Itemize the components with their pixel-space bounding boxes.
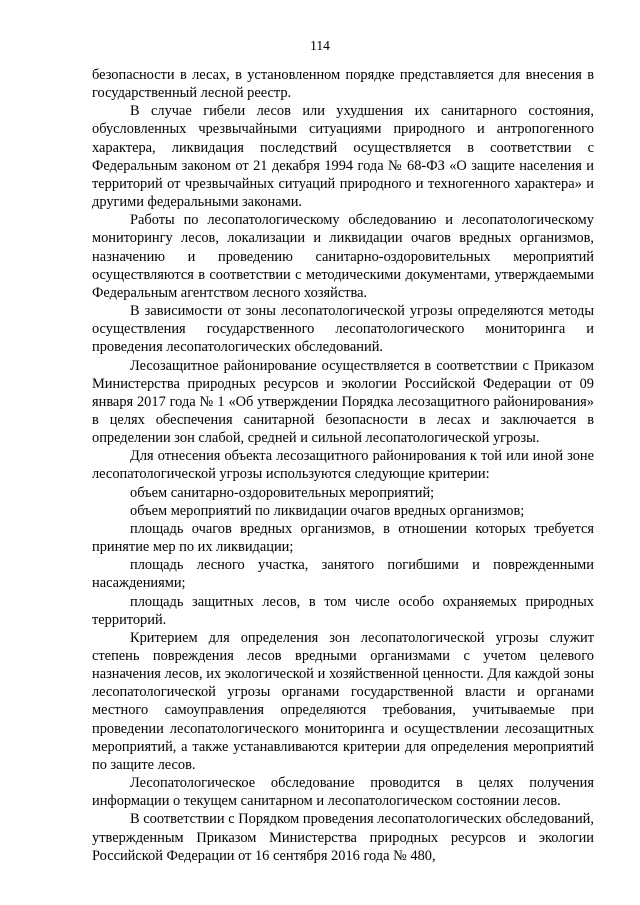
paragraph-zoning-order: Лесозащитное районирование осуществляется в соответствии с Приказом Министерства природных ресурсов и экологии Российской Федерации от 09 января 2017 года № 1 «Об утверждении Порядка лесозащитного районирования» в целях обеспечения санитарной безопасности в лесах и заключается в определении зон слабой, средней и сильной лесопатологической угрозы.	[92, 357, 594, 447]
criteria-item: объем санитарно-оздоровительных мероприятий;	[130, 484, 435, 501]
paragraph-threat-zone-methods: В зависимости от зоны лесопатологической угрозы определяются методы осуществления государственного лесопатологического мониторинга и проведения лесопатологических обследований.	[92, 303, 594, 356]
paragraph-criteria-intro: Для отнесения объекта лесозащитного районирования к той или иной зоне лесопатологической угрозы используются следующие критерии:	[92, 448, 594, 483]
paragraph-survey-order: В соответствии с Порядком проведения лесопатологических обследований, утвержденным Приказом Министерства природных ресурсов и экологии Российской Федерации от 16 сентября 2016 года № 480,	[92, 811, 594, 864]
paragraph-survey-purpose: Лесопатологическое обследование проводится в целях получения информации о текущем санитарном и лесопатологическом состоянии лесов.	[92, 775, 594, 810]
criteria-item: объем мероприятий по ликвидации очагов вредных организмов;	[130, 502, 525, 519]
criteria-item: площадь защитных лесов, в том числе особо охраняемых природных территорий.	[92, 593, 594, 628]
paragraph-continued: безопасности в лесах, в установленном порядке представляется для внесения в государственный лесной реестр.	[92, 67, 594, 102]
paragraph-emergency-liquidation: В случае гибели лесов или ухудшения их санитарного состояния, обусловленных чрезвычайными ситуациями природного и антропогенного характера, ликвидация последствий осуществляется в соответствии с Федеральным законом от 21 декабря 1994 года № 68-ФЗ «О защите населения и территорий от чрезвычайных ситуаций природного и техногенного характера» и другими федеральными законами.	[92, 103, 594, 211]
paragraph-survey-works: Работы по лесопатологическому обследованию и лесопатологическому мониторингу лесов, локализации и ликвидации очагов вредных организмов, назначению и проведению санитарно-оздоровительных мероприятий осуществляются в соответствии с методическими документами, утверждаемыми Федеральным агентством лесного хозяйства.	[92, 212, 594, 301]
body-text	[92, 66, 594, 865]
page-number: 114	[310, 38, 330, 53]
paragraph-zone-criterion: Критерием для определения зон лесопатологической угрозы служит степень повреждения лесов вредными организмами с учетом целевого назначения лесов, их экологической и хозяйственной ценности. Для каждой зоны лесопатологической угрозы органами государственной власти и органами местного самоуправления определяются требования, учитываемые при проведении лесопатологического мониторинга и осуществлении лесозащитных мероприятий, а также устанавливаются критерии для определения мероприятий по защите лесов.	[92, 629, 594, 773]
criteria-item: площадь лесного участка, занятого погибшими и поврежденными насаждениями;	[92, 557, 594, 592]
criteria-item: площадь очагов вредных организмов, в отношении которых требуется принятие мер по их ликвидации;	[92, 520, 594, 556]
